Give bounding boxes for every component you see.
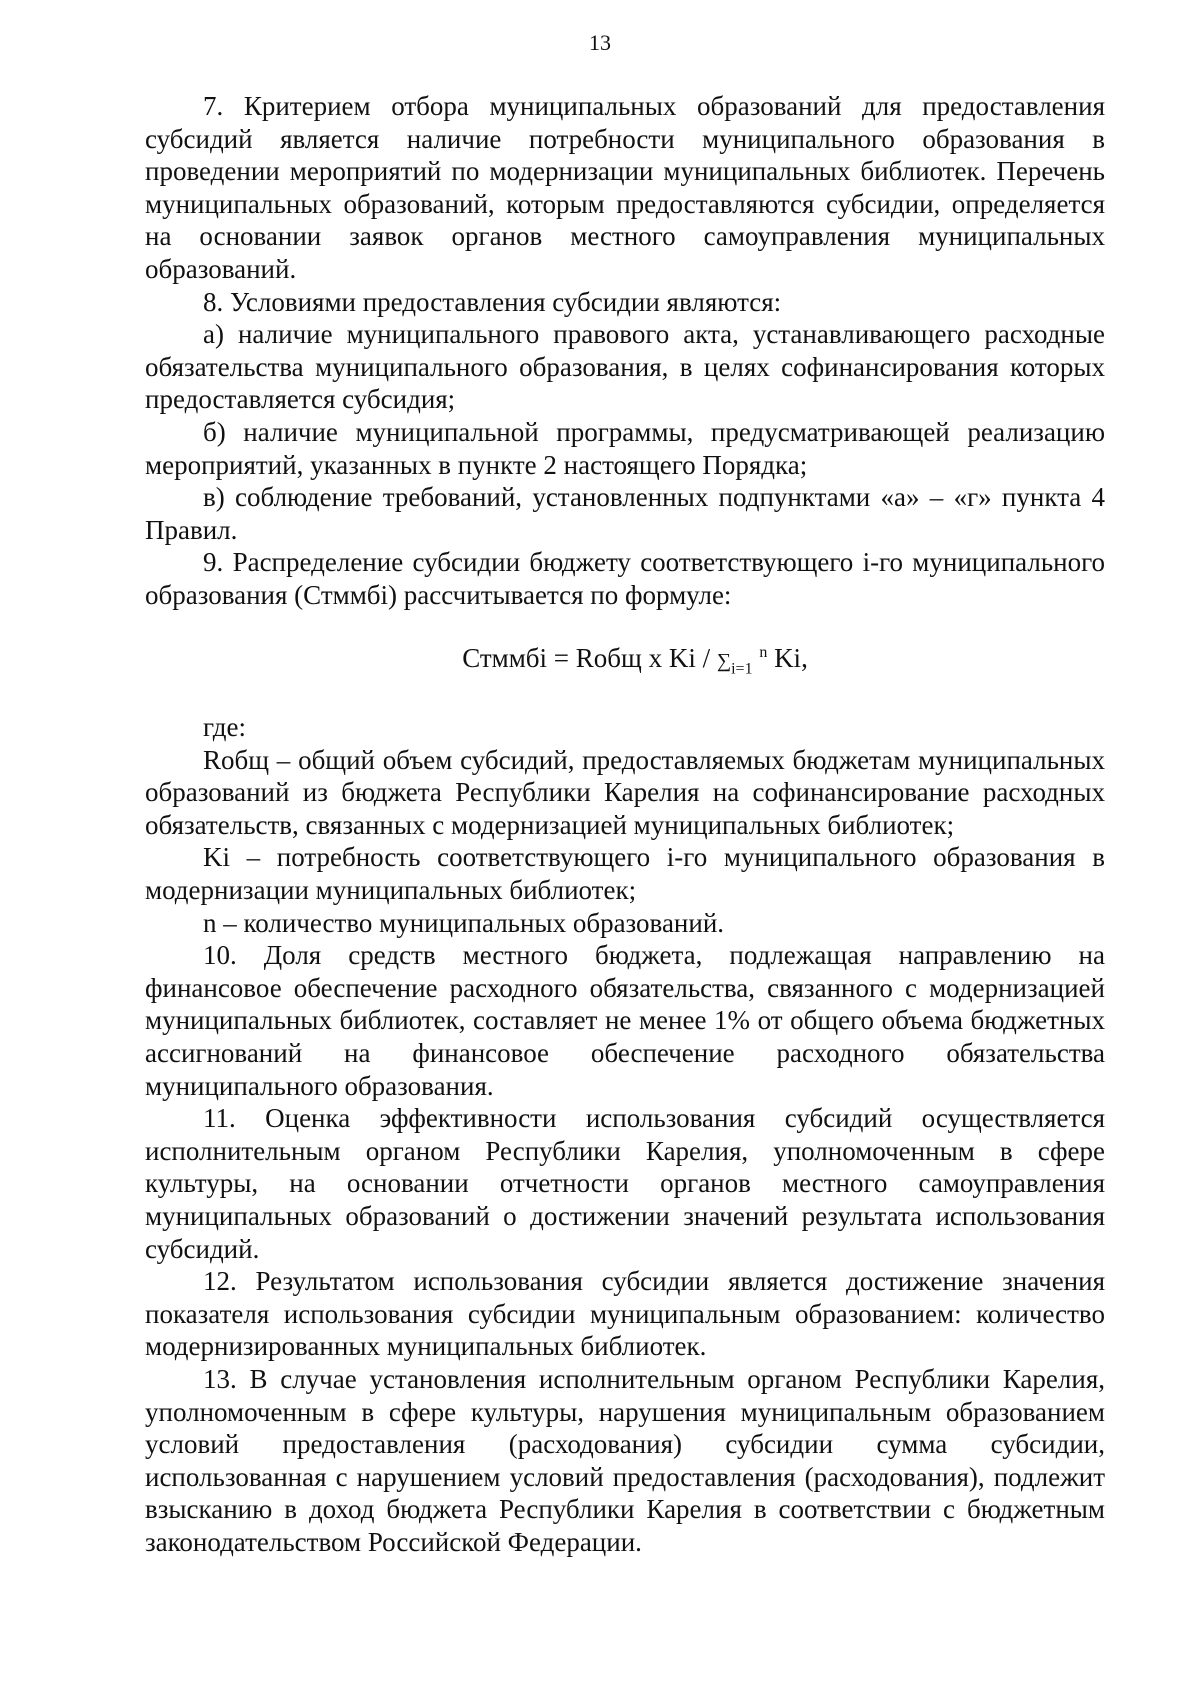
sum-lower-limit: i=1 bbox=[731, 659, 753, 677]
formula-lhs: Стммбi = Rобщ x Ki / bbox=[462, 642, 717, 673]
formula-rhs: Ki, bbox=[767, 642, 808, 673]
paragraph-9: 9. Распределение субсидии бюджету соответствующего i-го муниципального образования (Стммбi) рассчитывается по формуле: bbox=[145, 547, 1105, 610]
paragraph-8-c: в) соблюдение требований, установленных подпунктами «а» – «г» пункта 4 Правил. bbox=[145, 482, 1105, 545]
sum-upper-limit: n bbox=[759, 643, 768, 661]
paragraph-12: 12. Результатом использования субсидии является достижение значения показателя использования субсидии муниципальным образованием: количество модернизированных муниципальных библиотек. bbox=[145, 1266, 1105, 1362]
document-body bbox=[145, 90, 1105, 1559]
where-label: где: bbox=[203, 712, 246, 743]
paragraph-10: 10. Доля средств местного бюджета, подлежащая направлению на финансовое обеспечение расходного обязательства, связанного с модернизацией муниципальных библиотек, составляет не менее 1% от общего объема бюджетных ассигнований на финансовое обеспечение расходного обязательства муниципального образования. bbox=[145, 940, 1105, 1101]
sum-symbol: ∑ bbox=[716, 649, 732, 672]
paragraph-7: 7. Критерием отбора муниципальных образований для предоставления субсидий является наличие потребности муниципального образования в проведении мероприятий по модернизации муниципальных библиотек. Перечень муниципальных образований, которым предоставляются субсидии, определяется на основании заявок органов местного самоуправления муниципальных образований. bbox=[145, 91, 1105, 284]
definition-n: n – количество муниципальных образований. bbox=[203, 907, 725, 938]
page-number: 13 bbox=[589, 30, 611, 55]
paragraph-8-a: а) наличие муниципального правового акта, устанавливающего расходные обязательства муниципального образования, в целях софинансирования которых предоставляется субсидия; bbox=[145, 319, 1105, 415]
paragraph-8-b: б) наличие муниципальной программы, предусматривающей реализацию мероприятий, указанных в пункте 2 настоящего Порядка; bbox=[145, 416, 1105, 480]
definition-robshch: Rобщ – общий объем субсидий, предоставляемых бюджетам муниципальных образований из бюджета Республики Карелия на софинансирование расходных обязательств, связанных с модернизацией муниципальных библиотек; bbox=[145, 744, 1105, 840]
distribution-formula bbox=[145, 642, 1105, 678]
paragraph-11: 11. Оценка эффективности использования субсидий осуществляется исполнительным органом Республики Карелия, уполномоченным в сфере культуры, на основании отчетности органов местного самоуправления муниципальных образований о достижении значений результата использования субсидий. bbox=[145, 1103, 1105, 1264]
definition-ki: Ki – потребность соответствующего i-го муниципального образования в модернизации муниципальных библиотек; bbox=[145, 842, 1105, 906]
paragraph-8: 8. Условиями предоставления субсидии являются: bbox=[203, 286, 782, 317]
paragraph-13: 13. В случае установления исполнительным органом Республики Карелия, уполномоченным в сфере культуры, нарушения муниципальным образованием условий предоставления (расходования) субсидии сумма субсидии, использованная с нарушением условий предоставления (расходования), подлежит взысканию в доход бюджета Республики Карелия в соответствии с бюджетным законодательством Российской Федерации. bbox=[145, 1363, 1105, 1557]
